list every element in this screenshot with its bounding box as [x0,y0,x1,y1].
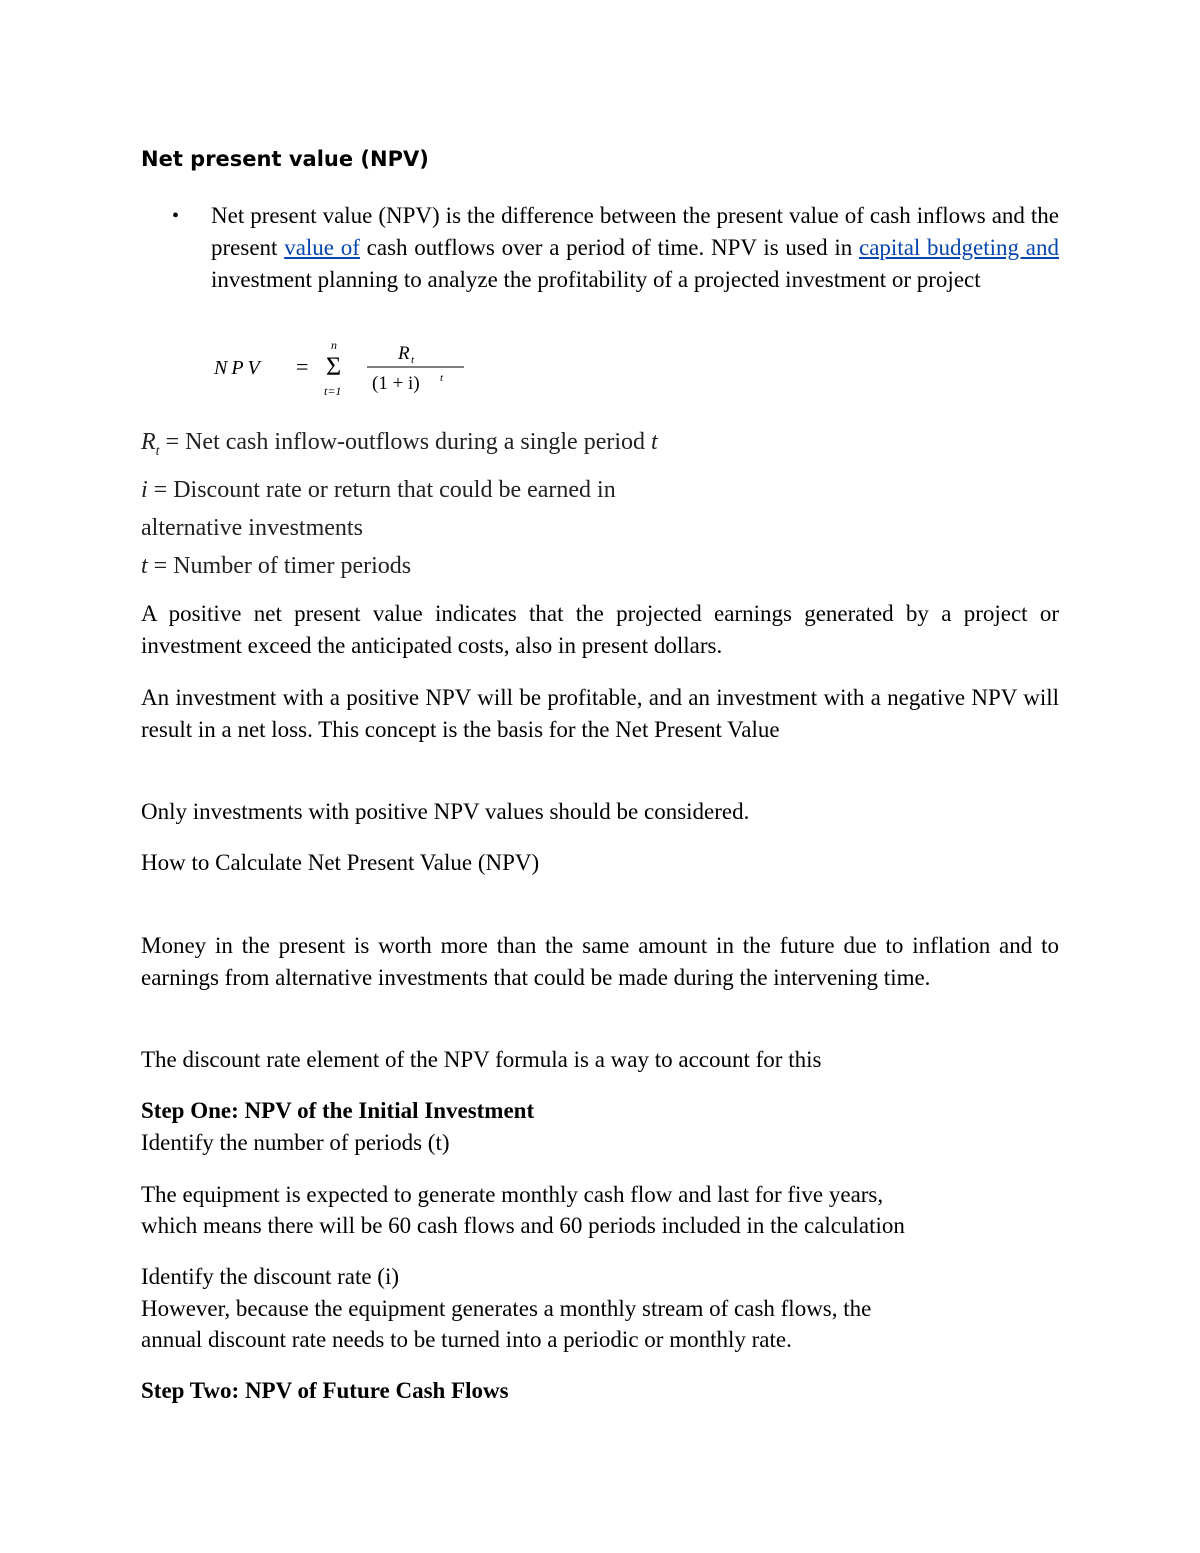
definition-text: = Discount rate or return that could be earned in [147,476,616,503]
paragraph-identify-rate: Identify the discount rate (i) [141,1264,400,1289]
formula-equals: = [296,354,309,379]
definition-text: = Number of timer periods [147,552,412,579]
paragraph-positive-npv: A positive net present value indicates that the projected earnings generated by a project or investment exceed the anticipated costs, also in present dollars. [141,601,1059,658]
formula-upper-limit: n [331,338,337,352]
paragraph-identify-periods: Identify the number of periods (t) [141,1130,450,1155]
npv-formula [212,337,482,403]
bullet-text [211,200,1059,296]
formula-lower-limit: t=1 [324,384,342,398]
paragraph-how-to-calc: How to Calculate Net Present Value (NPV) [141,850,540,875]
heading-step-one: Step One: NPV of the Initial Investment [141,1098,535,1123]
paragraph-discount-rate: The discount rate element of the NPV formula is a way to account for this [141,1047,822,1072]
bullet-list-item [172,200,1059,296]
paragraph-however-line-1: However, because the equipment generates a monthly stream of cash flows, the [141,1296,872,1321]
definition-var: R [141,429,156,455]
formula-numerator-sub: t [411,354,415,366]
bullet-text-part-1: Net present value (NPV) is the difference between the present value of cash inflows and the present [211,203,1059,260]
paragraph-however-line-2: annual discount rate needs to be turned into a periodic or monthly rate. [141,1327,792,1352]
definition-row [141,509,1059,547]
definition-row [141,547,1059,585]
variable-definitions [141,423,1059,585]
definition-row [141,471,1059,509]
bullet-text-part-3: investment planning to analyze the profitability of a projected investment or project [211,267,981,292]
page-title: Net present value (NPV) [141,147,429,171]
formula-denominator-sup: t [440,372,444,384]
bullet-dot: • [172,205,180,227]
formula-sigma: Σ [326,352,342,381]
paragraph-equipment-line-2: which means there will be 60 cash flows and 60 periods included in the calculation [141,1213,905,1238]
definition-row [141,423,1059,471]
paragraph-equipment-line-1: The equipment is expected to generate monthly cash flow and last for five years, [141,1182,884,1207]
definition-var: i [141,476,148,503]
heading-step-two: Step Two: NPV of Future Cash Flows [141,1378,509,1403]
formula-lhs: NPV [214,357,264,379]
formula-denominator: (1 + i) [372,373,420,394]
link-capital-budgeting[interactable]: capital budgeting and [859,235,1060,260]
definition-var: t [141,552,148,579]
definition-text: = Net cash inflow-outflows during a single period [159,429,651,455]
formula-numerator: R [398,343,410,364]
definition-sub: t [155,443,160,459]
bullet-text-part-2: cash outflows over a period of time. NPV is used in [359,235,859,260]
link-value-of[interactable]: value of [284,235,360,260]
paragraph-only-positive: Only investments with positive NPV values should be considered. [141,799,750,824]
definition-text: alternative investments [141,514,363,541]
paragraph-profitable: An investment with a positive NPV will be profitable, and an investment with a negative NPV will result in a net loss. This concept is the basis for the Net Present Value [141,685,1059,742]
paragraph-money-present: Money in the present is worth more than the same amount in the future due to inflation and to earnings from alternative investments that could be made during the intervening time. [141,933,1059,990]
definition-tail: t [651,429,658,455]
